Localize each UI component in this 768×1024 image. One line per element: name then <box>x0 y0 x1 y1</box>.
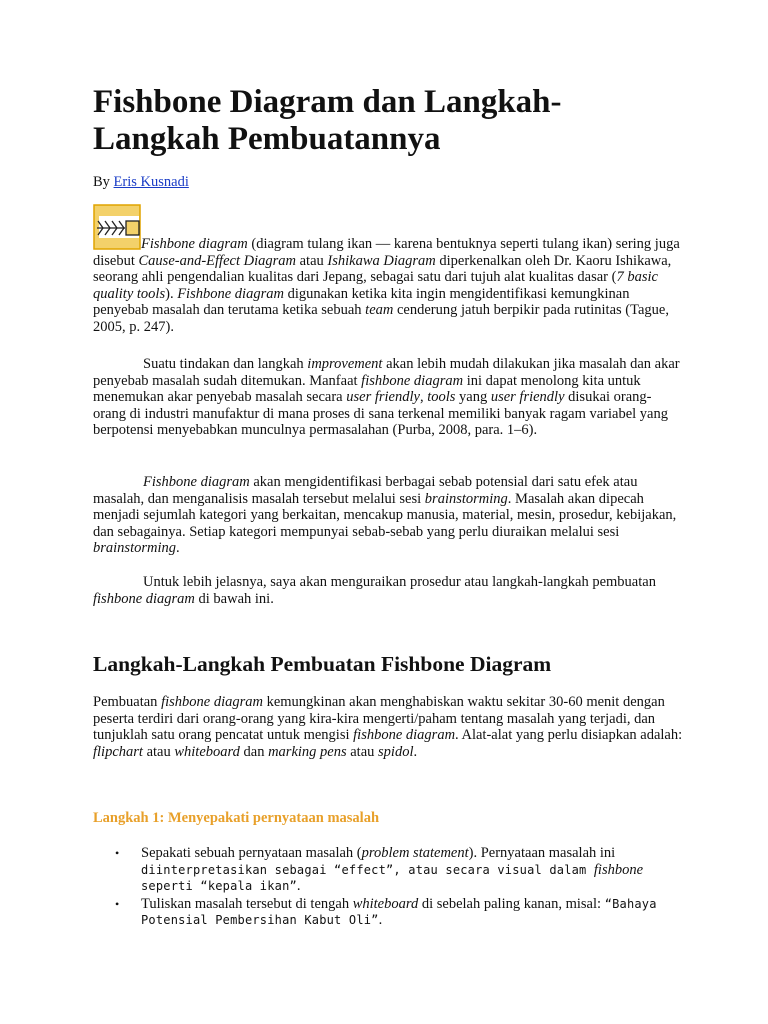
step-1-heading: Langkah 1: Menyepakati pernyataan masalah <box>93 810 380 826</box>
intro-paragraph: Fishbone diagram (diagram tulang ikan — karena bentuknya seperti tulang ikan) sering juga disebut Cause-and-Effect Diagram atau Ishikawa Diagram diperkenalkan oleh Dr. Kaoru Ishikawa, seorang ahli pengendalian kualitas dari Jepang, sebagai satu dari tujuh alat kualitas dasar (7 basic quality tools). Fishbone diagram digunakan ketika kita ingin mengidentifikasi kemungkinan penyebab masalah dan terutama ketika sebuah team cenderung jatuh berpikir pada rutinitas (Tague, 2005, p. 247). <box>93 236 680 335</box>
paragraph-improvement: Suatu tindakan dan langkah improvement akan lebih mudah dilakukan jika masalah dan akar penyebab masalah sudah ditemukan. Manfaat fishbone diagram ini dapat menolong kita untuk menemukan akar penyebab masalah secara user friendly, tools yang user friendly disukai orang-orang di industri manufaktur di mana proses di sana terkenal memiliki banyak ragam variabel yang berpotensi menyebabkan munculnya permasalahan (Purba, 2008, para. 1–6). <box>93 356 680 439</box>
author-link[interactable]: Eris Kusnadi <box>113 174 189 190</box>
by-label: By <box>93 174 110 190</box>
paragraph-identify: Fishbone diagram akan mengidentifikasi berbagai sebab potensial dari satu efek atau masalah, dan menganalisis masalah tersebut melalui sesi brainstorming. Masalah akan dipecah menjadi sejumlah kategori yang berkaitan, mencakup manusia, material, mesin, prosedur, kebijakan, dan sebagainya. Setiap kategori mempunyai sebab-sebab yang perlu diuraikan melalui sesi brainstorming. <box>93 474 677 557</box>
byline <box>93 174 189 191</box>
paragraph-preparation: Pembuatan fishbone diagram kemungkinan akan menghabiskan waktu sekitar 30-60 menit dengan peserta terdiri dari orang-orang yang kira-kira mengerti/paham tentang masalah yang terjadi, dan tunjuklah satu orang pencatat untuk mengisi fishbone diagram. Alat-alat yang perlu disiapkan adalah: flipchart atau whiteboard dan marking pens atau spidol. <box>93 694 683 760</box>
step-1-list <box>93 845 683 930</box>
page-title: Fishbone Diagram dan Langkah-Langkah Pembuatannya <box>93 84 562 157</box>
section-heading: Langkah-Langkah Pembuatan Fishbone Diagram <box>93 652 552 676</box>
paragraph-procedure: Untuk lebih jelasnya, saya akan menguraikan prosedur atau langkah-langkah pembuatan fishbone diagram di bawah ini. <box>93 574 656 607</box>
list-item: • Sepakati sebuah pernyataan masalah (problem statement). Pernyataan masalah ini diinterpretasikan sebagai “effect”, atau secara visual dalam fishbone seperti “kepala ikan”. <box>115 845 644 895</box>
list-item: • Tuliskan masalah tersebut di tengah whiteboard di sebelah paling kanan, misal: “Bahaya Potensial Pembersihan Kabut Oli”. <box>115 895 657 929</box>
